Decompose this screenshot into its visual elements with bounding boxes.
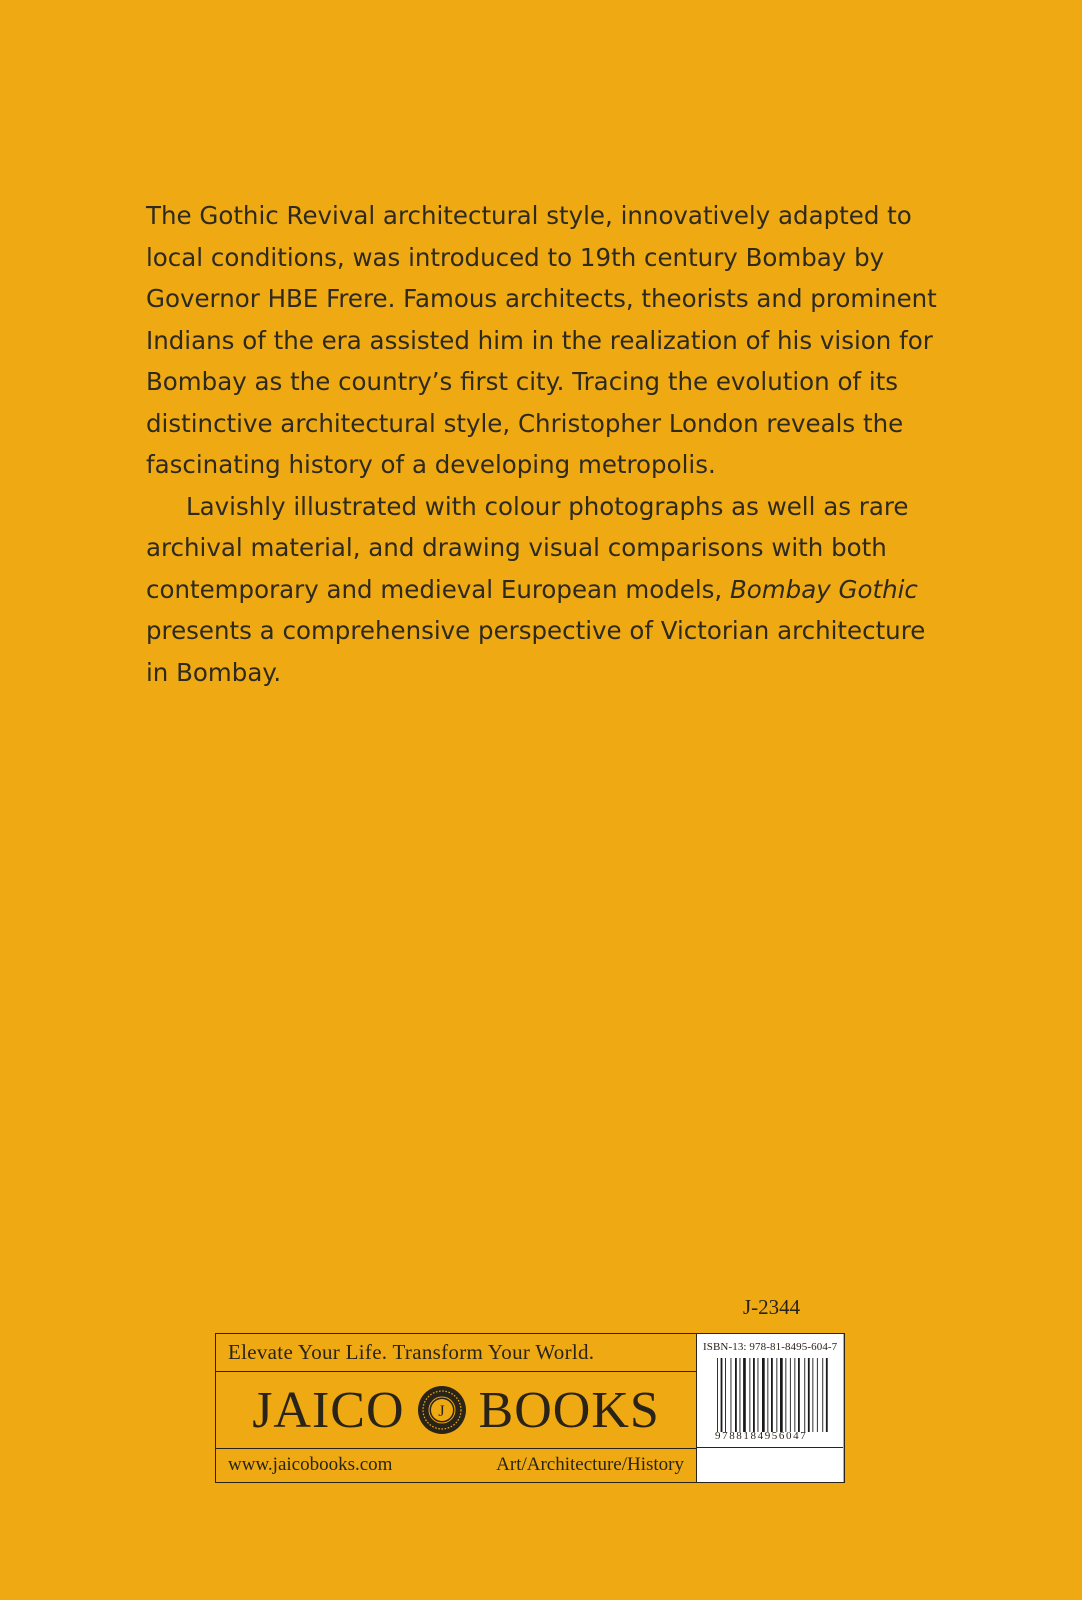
publisher-tagline: Elevate Your Life. Transform Your World. [228, 1340, 595, 1364]
barcode-bar [753, 1358, 755, 1432]
book-category: Art/Architecture/History [496, 1454, 684, 1475]
publisher-panel [215, 1333, 845, 1483]
barcode-bar [822, 1358, 823, 1432]
barcode-bar [762, 1358, 765, 1432]
brand-left-text: JAICO [252, 1381, 405, 1439]
blurb-paragraph-2 [146, 486, 946, 694]
book-title-italic: Bombay Gothic [730, 574, 918, 604]
barcode-digits: 9788184956047 [715, 1430, 808, 1442]
barcode-bar [743, 1358, 746, 1432]
publisher-brand [216, 1372, 696, 1448]
divider-bottom [216, 1448, 696, 1449]
barcode-image [717, 1358, 829, 1432]
blurb-paragraph-2-start: Lavishly illustrated with colour photographs as well as rare archival material, and drawing visual comparisons with both contemporary and medieval European models, [146, 491, 909, 604]
barcode-bar [776, 1358, 777, 1432]
blurb-paragraph-2-end: presents a comprehensive perspective of Victorian architecture in Bombay. [146, 616, 926, 687]
barcode-bar [808, 1358, 810, 1432]
publisher-website-link[interactable]: www.jaicobooks.com [228, 1454, 393, 1475]
barcode-bar [740, 1358, 741, 1432]
barcode-bar [780, 1358, 783, 1432]
barcode-bar [804, 1358, 805, 1432]
barcode-bar [721, 1358, 723, 1432]
barcode-bar [771, 1358, 773, 1432]
publisher-sun-logo-icon [417, 1385, 467, 1435]
barcode-bar [758, 1358, 759, 1432]
barcode-bar [812, 1358, 813, 1432]
barcode-box [697, 1334, 843, 1448]
barcode-bar [749, 1358, 750, 1432]
price-box-blank [697, 1448, 843, 1482]
brand-right-text: BOOKS [478, 1381, 660, 1439]
blurb-paragraph-1: The Gothic Revival architectural style, innovatively adapted to local conditions, was introduced to 19th century Bombay by Governor HBE Frere. Famous architects, theorists and prominent Indians of the era assisted him in the realization of his vision for Bombay as the country’s first city. Tracing the evolution of its distinctive architectural style, Christopher London reveals the fascinating history of a developing metropolis. [146, 201, 937, 479]
barcode-bar [798, 1358, 800, 1432]
logo-letter: J [437, 1403, 446, 1420]
barcode-bar [735, 1358, 737, 1432]
barcode-bar [794, 1358, 795, 1432]
barcode-bar [826, 1358, 828, 1432]
barcode-bar [785, 1358, 786, 1432]
back-cover-blurb [146, 195, 946, 693]
isbn-label: ISBN-13: 978-81-8495-604-7 [703, 1341, 838, 1353]
barcode-bar [725, 1358, 726, 1432]
barcode-bar [767, 1358, 768, 1432]
barcode-bar [790, 1358, 791, 1432]
barcode-bar [817, 1358, 818, 1432]
barcode-bar [731, 1358, 732, 1432]
publisher-info [216, 1334, 697, 1482]
catalog-code: J-2344 [743, 1295, 801, 1319]
barcode-bar [717, 1358, 718, 1432]
